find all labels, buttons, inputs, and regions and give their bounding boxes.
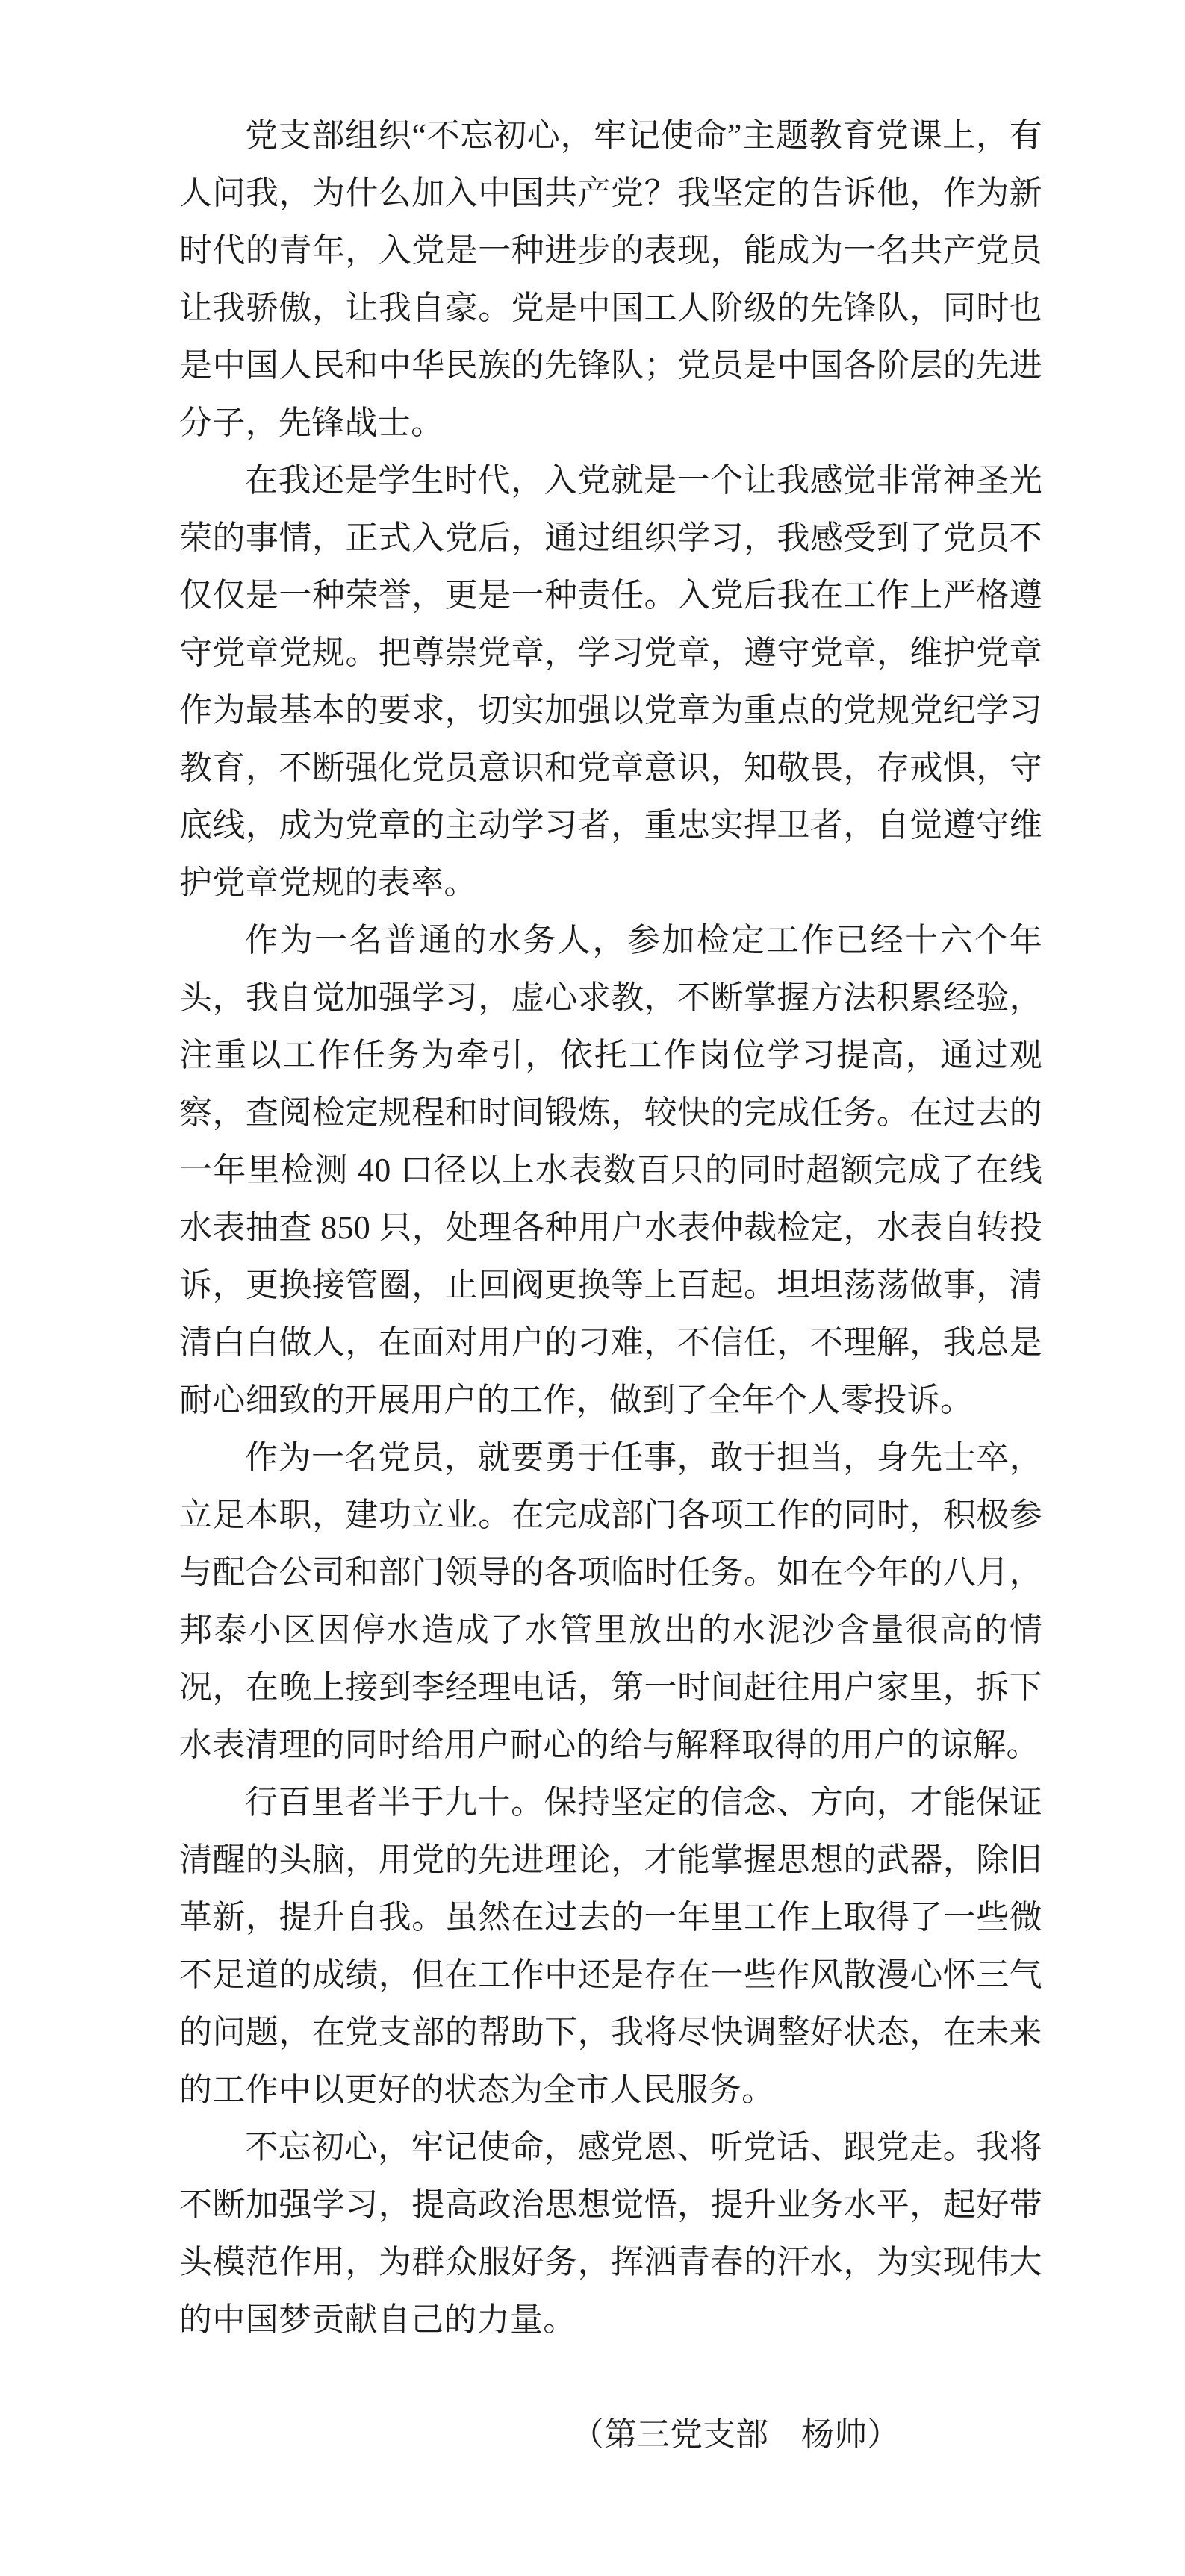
document-body [179,107,1042,2463]
body-paragraph-6: 不忘初心，牢记使命，感党恩、听党话、跟党走。我将不断加强学习，提高政治思想觉悟，提升业务水平，起好带头模范作用，为群众服好务，挥洒青春的汗水，为实现伟大的中国梦贡献自己的力量。 [179,2129,1042,2338]
body-paragraph-5: 行百里者半于九十。保持坚定的信念、方向，才能保证清醒的头脑，用党的先进理论，才能掌握思想的武器，除旧革新，提升自我。虽然在过去的一年里工作上取得了一些微不足道的成绩，但在工作中还是存在一些作风散漫心怀三气的问题，在党支部的帮助下，我将尽快调整好状态，在未来的工作中以更好的状态为全市人民服务。 [179,1784,1042,2108]
body-paragraph-3: 作为一名普通的水务人，参加检定工作已经十六个年头，我自觉加强学习，虚心求教，不断掌握方法积累经验，注重以工作任务为牵引，依托工作岗位学习提高，通过观察，查阅检定规程和时间锻炼，较快的完成任务。在过去的一年里检测 40 口径以上水表数百只的同时超额完成了在线水表抽查 850 只，处理各种用户水表仲裁检定，水表自转投诉，更换接管圈，止回阀更换等上百起。坦坦荡荡做事，清清白白做人，在面对用户的刁难，不信任，不理解，我总是耐心细致的开展用户的工作，做到了全年个人零投诉。 [179,922,1042,1418]
signature-line: （第三党支部 杨帅） [571,2416,900,2453]
body-paragraph-4: 作为一名党员，就要勇于任事，敢于担当，身先士卒，立足本职，建功立业。在完成部门各项工作的同时，积极参与配合公司和部门领导的各项临时任务。如在今年的八月，邦泰小区因停水造成了水管里放出的水泥沙含量很高的情况，在晚上接到李经理电话，第一时间赶往用户家里，拆下水表清理的同时给用户耐心的给与解释取得的用户的谅解。 [179,1439,1042,1763]
body-paragraph-1: 党支部组织“不忘初心，牢记使命”主题教育党课上，有人问我，为什么加入中国共产党？我坚定的告诉他，作为新时代的青年，入党是一种进步的表现，能成为一名共产党员让我骄傲，让我自豪。党是中国工人阶级的先锋队，同时也是中国人民和中华民族的先锋队；党员是中国各阶层的先进分子，先锋战士。 [179,117,1042,441]
body-paragraph-2: 在我还是学生时代，入党就是一个让我感觉非常神圣光荣的事情，正式入党后，通过组织学习，我感受到了党员不仅仅是一种荣誉，更是一种责任。入党后我在工作上严格遵守党章党规。把尊崇党章，学习党章，遵守党章，维护党章作为最基本的要求，切实加强以党章为重点的党规党纪学习教育，不断强化党员意识和党章意识，知敬畏，存戒惧，守底线，成为党章的主动学习者，重忠实捍卫者，自觉遵守维护党章党规的表率。 [179,462,1042,901]
